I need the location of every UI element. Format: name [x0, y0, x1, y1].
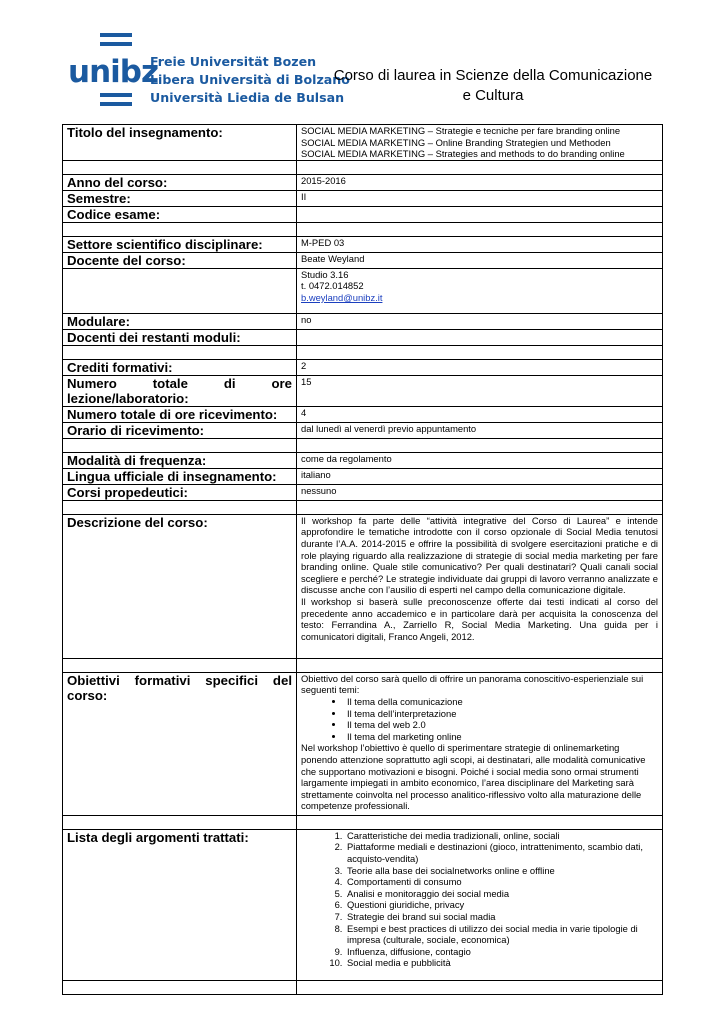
list-item: • Il tema del web 2.0: [345, 719, 658, 731]
row-docenti-restanti: [63, 329, 663, 345]
label-argomenti: Lista degli argomenti trattati:: [63, 829, 297, 980]
label-ore-ricevimento: Numero totale di ore ricevimento:: [63, 406, 297, 422]
value-docente: Beate Weyland: [297, 252, 663, 268]
spacer-row: [63, 438, 663, 452]
row-ore-ricevimento: [63, 406, 663, 422]
row-anno: [63, 174, 663, 190]
list-item: • Il tema del marketing online: [345, 731, 658, 743]
list-item: • Il tema dell’interpretazione: [345, 708, 658, 720]
row-crediti: [63, 359, 663, 375]
topics-list: [301, 830, 658, 969]
logo-bar: [100, 33, 132, 37]
label-anno: Anno del corso:: [63, 174, 297, 190]
list-item: 8. Esempi e best practices di utilizzo dei social media in varie tipologie di impresa (culturale, sociale, economica): [345, 923, 658, 946]
value-anno: 2015-2016: [297, 174, 663, 190]
value-propedeutici: nessuno: [297, 484, 663, 500]
row-orario: [63, 422, 663, 438]
course-title: Corso di laurea in Scienze della Comunicazione e Cultura: [333, 67, 653, 104]
email-link[interactable]: b.weyland@unibz.it: [301, 291, 383, 303]
label-ore-lezione: Numero totale di ore lezione/laboratorio:: [63, 375, 297, 406]
value-ore-lezione: 15: [297, 375, 663, 406]
label-modulare: Modulare:: [63, 313, 297, 329]
row-frequenza: [63, 452, 663, 468]
row-argomenti: [63, 829, 663, 980]
value-descrizione: [297, 514, 663, 658]
row-ore-lezione: [63, 375, 663, 406]
spacer-row: [63, 815, 663, 829]
value-orario: dal lunedì al venerdì previo appuntamento: [297, 422, 663, 438]
value-titolo: [297, 125, 663, 161]
row-semestre: [63, 190, 663, 206]
label-docente: Docente del corso:: [63, 252, 297, 268]
objectives-outro: Nel workshop l’obiettivo è quello di sperimentare strategie di onlinemarketing ponendo attenzione soprattutto agli scopi, ai destinatari, alle modalità comunicative che supportano motivazioni e bisogni. Poiché i social media sono ormai strumenti largamente impiegati in ambito economico, l’area disciplinare del Marketing sarà strettamente coinvolta nel processo analitico-riflessivo volto alla maturazione delle competenze professionali.: [301, 742, 646, 812]
value-codice: [297, 206, 663, 222]
label-lingua: Lingua ufficiale di insegnamento:: [63, 468, 297, 484]
list-item: 6. Questioni giuridiche, privacy: [345, 899, 658, 911]
office: Studio 3.16: [301, 268, 349, 280]
spacer-row: [63, 658, 663, 672]
phone: t. 0472.014852: [301, 280, 364, 292]
label-propedeutici: Corsi propedeutici:: [63, 484, 297, 500]
list-item: 2. Piattaforme mediali e destinazioni (gioco, intrattenimento, scambio dati, acquisto-vendita): [345, 841, 658, 864]
course-info-table: [62, 124, 663, 995]
label-crediti: Crediti formativi:: [63, 359, 297, 375]
objectives-list: [301, 696, 658, 742]
value-ore-ricevimento: 4: [297, 406, 663, 422]
unibz-logo: [68, 33, 158, 105]
title-en: SOCIAL MEDIA MARKETING – Strategies and methods to do branding online: [301, 148, 625, 160]
row-codice: [63, 206, 663, 222]
value-obiettivi: [297, 672, 663, 815]
logo-bar: [100, 102, 132, 106]
list-item: 7. Strategie dei brand sui social madia: [345, 911, 658, 923]
logo-bar: [100, 93, 132, 97]
list-item: • Il tema della comunicazione: [345, 696, 658, 708]
value-docenti-restanti: [297, 329, 663, 345]
label-obiettivi: Obiettivi formativi specifici del corso:: [63, 672, 297, 815]
spacer-row: [63, 222, 663, 236]
row-obiettivi: [63, 672, 663, 815]
value-modulare: no: [297, 313, 663, 329]
row-modulare: [63, 313, 663, 329]
university-names: [150, 53, 350, 107]
row-descrizione: [63, 514, 663, 658]
label-orario: Orario di ricevimento:: [63, 422, 297, 438]
value-semestre: II: [297, 190, 663, 206]
list-item: 9. Influenza, diffusione, contagio: [345, 946, 658, 958]
value-argomenti: [297, 829, 663, 980]
row-settore: [63, 236, 663, 252]
list-item: 10. Social media e pubblicità: [345, 957, 658, 969]
description-paragraph: Il workshop si baserà sulle preconoscenze offerte dai testi indicati al corso del precedente anno accademico e in particolare darà per acquisita la conoscenza del testo: Ferrandina A., Zarriello R, Social Media Marketing. Una guida per i comunicatori digitali, Franco Angeli, 2012.: [301, 595, 658, 642]
university-name-it: Libera Università di Bolzano: [150, 72, 350, 87]
title-it: SOCIAL MEDIA MARKETING – Strategie e tecniche per fare branding online: [301, 125, 621, 136]
university-name-de: Freie Universität Bozen: [150, 54, 317, 69]
label-codice: Codice esame:: [63, 206, 297, 222]
description-paragraph: Il workshop fa parte delle “attività integrative del Corso di Laurea” e intende approfondire le tematiche introdotte con il corso opzionale di Social Media tenutosi durante l’A.A. 2014-2015 e offrire la possibilità di svolgere esercitazioni pratiche e di role playing riguardo alla realizzazione di strategie di social media marketing per fare branding online. Quale stile comunicativo? Per quali destinatari? Quali canali social scegliere e perché? Le strategie individuate dai gruppi di lavoro verranno analizzate e discusse anche con l’ausilio di esperti nel campo della comunicazione digitale.: [301, 514, 658, 596]
spacer-row: [63, 160, 663, 174]
university-name-lad: Università Liedia de Bulsan: [150, 90, 345, 105]
row-docente: [63, 252, 663, 268]
value-settore: M-PED 03: [297, 236, 663, 252]
list-item: 3. Teorie alla base dei socialnetworks online e offline: [345, 865, 658, 877]
value-frequenza: come da regolamento: [297, 452, 663, 468]
spacer-row: [63, 345, 663, 359]
list-item: 1. Caratteristiche dei media tradizionali, online, sociali: [345, 830, 658, 842]
row-propedeutici: [63, 484, 663, 500]
value-crediti: 2: [297, 359, 663, 375]
value-lingua: italiano: [297, 468, 663, 484]
list-item: 4. Comportamenti di consumo: [345, 876, 658, 888]
objectives-intro: Obiettivo del corso sarà quello di offrire un panorama conoscitivo-esperienziale sui seguenti temi:: [301, 672, 644, 696]
label-semestre: Semestre:: [63, 190, 297, 206]
spacer-row: [63, 980, 663, 994]
value-contatti: [297, 268, 663, 313]
label-settore: Settore scientifico disciplinare:: [63, 236, 297, 252]
label-descrizione: Descrizione del corso:: [63, 514, 297, 658]
logo-bar: [100, 42, 132, 46]
list-item: 5. Analisi e monitoraggio dei social media: [345, 888, 658, 900]
label-titolo: Titolo del insegnamento:: [63, 125, 297, 161]
label-frequenza: Modalità di frequenza:: [63, 452, 297, 468]
row-contatti: [63, 268, 663, 313]
row-titolo: [63, 125, 663, 161]
label-docenti-restanti: Docenti dei restanti moduli:: [63, 329, 297, 345]
row-lingua: [63, 468, 663, 484]
logo-text: unibz: [68, 54, 158, 90]
spacer-row: [63, 500, 663, 514]
title-de: SOCIAL MEDIA MARKETING – Online Branding Strategien und Methoden: [301, 136, 611, 148]
